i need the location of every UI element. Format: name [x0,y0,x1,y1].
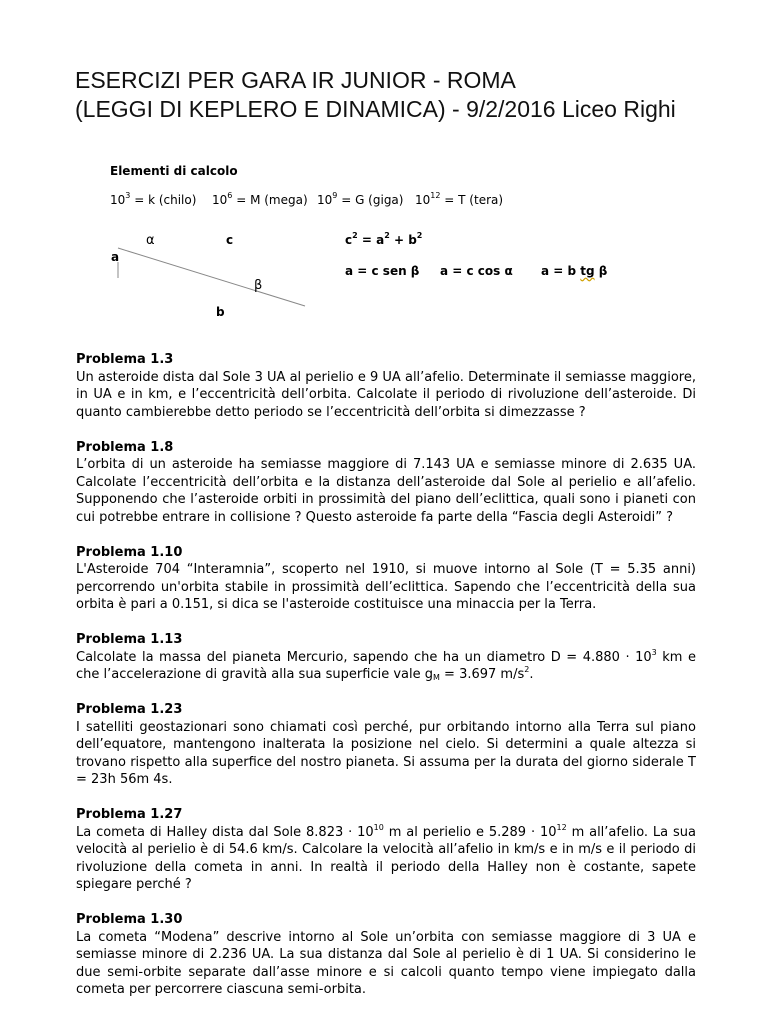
right-triangle-diagram [110,240,310,310]
hypotenuse-c [118,248,305,306]
calc-heading: Elementi di calcolo [110,164,238,178]
problem-title: Problema 1.30 [76,912,183,927]
side-c-label: c [226,233,234,247]
problem-1-23 [76,701,696,789]
problem-1-30 [76,911,696,999]
problem-1-10 [76,544,696,614]
problems-list [76,351,696,1016]
problem-title: Problema 1.10 [76,544,183,560]
problem-text: La cometa di Halley dista dal Sole $8.823 \cdot 10^{10}$ m al perielio e $5.289 \cdot 10^{12}$ m all’afelio. La sua velocità al perielio è di 54.6 km/s. Calcolare la velocità all’afelio in km/s e in m/s e il periodo di rivoluzione della cometa in anni. In realtà il periodo della Halley non è costante, sapete spiegare perché ? [76,822,696,892]
title-line-2: (LEGGI DI KEPLERO E DINAMICA) - 9/2/2016 Liceo Righi [75,96,676,122]
title-line-1: ESERCIZI PER GARA IR JUNIOR - ROMA [75,67,516,93]
side-b-label: b [216,305,225,319]
problem-text: L’orbita di un asteroide ha semiasse maggiore di 7.143 UA e semiasse minore di 2.635 UA. Calcolate l’eccentricità dell’orbita e la distanza dell’asteroide dal Sole al perielio e all’afelio. Supponendo che l’asteroide orbiti in prossimità del piano dell’eclittica, quali sono i pianeti con cui potrebbe entrare in collisione ? Questo asteroide fa parte della “Fascia degli Asteroidi” ? [76,457,696,525]
problem-text: La cometa “Modena” descrive intorno al Sole un’orbita con semiasse maggiore di 3 UA e semiasse minore di 2.236 UA. La sua distanza dal Sole al perielio è di 1 UA. Si considerino le due semi-orbite separate dall’asse minore e si calcoli quanto tempo viene impiegato dalla cometa per percorrere ciascuna semi-orbita. [76,929,696,997]
formula-sine: a = c sen β [345,264,420,278]
problem-title: Problema 1.27 [76,807,183,822]
prefix-tera: $10^{12} = T$ (tera) [415,191,504,207]
pythagoras-formula: $c^2 = a^2 + b^2$ [345,231,423,247]
problem-1-3 [76,351,696,421]
angle-beta-label: β [254,278,263,293]
problem-1-13 [76,631,696,684]
prefix-mega: $10^6 = M$ (mega) [212,191,308,207]
problem-title: Problema 1.13 [76,632,183,647]
prefix-kilo: $10^3 = k$ (chilo) [110,191,197,207]
prefix-giga: $10^9 = G$ (giga) [317,191,404,207]
formula-tangent: a = b tg β [541,264,608,278]
calculation-elements [0,0,768,330]
problem-text: I satelliti geostazionari sono chiamati così perché, pur orbitando intorno alla Terra sul piano dell’equatore, mantengono inalterata la posizione nel cielo. Si determini a quale altezza si trovano rispetto alla superfice del nostro pianeta. Si assuma per la durata del giorno siderale T = 23h 56m 4s. [76,719,696,787]
problem-title: Problema 1.8 [76,439,174,455]
problem-text: Calcolate la massa del pianeta Mercurio, sapendo che ha un diametro $D = 4.880 \cdot 10^3$ km e che l’accelerazione di gravità alla sua superficie vale $g_M = 3.697$ $m/s^2$. [76,647,696,682]
problem-text: Un asteroide dista dal Sole 3 UA al perielio e 9 UA all’afelio. Determinate il semiasse maggiore, in UA e in km, e l’eccentricità dell’orbita. Calcolate il periodo di rivoluzione dell’asteroide. Di quanto cambierebbe detto periodo se l’eccentricità dell’orbita si dimezzasse ? [76,369,696,420]
angle-alpha-label: α [146,233,155,248]
problem-title: Problema 1.3 [76,352,174,367]
formula-cosine: a = c cos α [440,264,513,278]
problem-1-8 [76,439,696,527]
problem-title: Problema 1.23 [76,702,183,717]
problem-text: L'Asteroide 704 “Interamnia”, scoperto nel 1910, si muove intorno al Sole (T = 5.35 anni) percorrendo un'orbita stabile in prossimità dell’eclittica. Sapendo che l’eccentricità della sua orbita è pari a 0.151, si dica se l'asteroide costituisce una minaccia per la Terra. [76,562,696,612]
side-a-label: a [111,250,120,264]
problem-1-27 [76,806,696,894]
